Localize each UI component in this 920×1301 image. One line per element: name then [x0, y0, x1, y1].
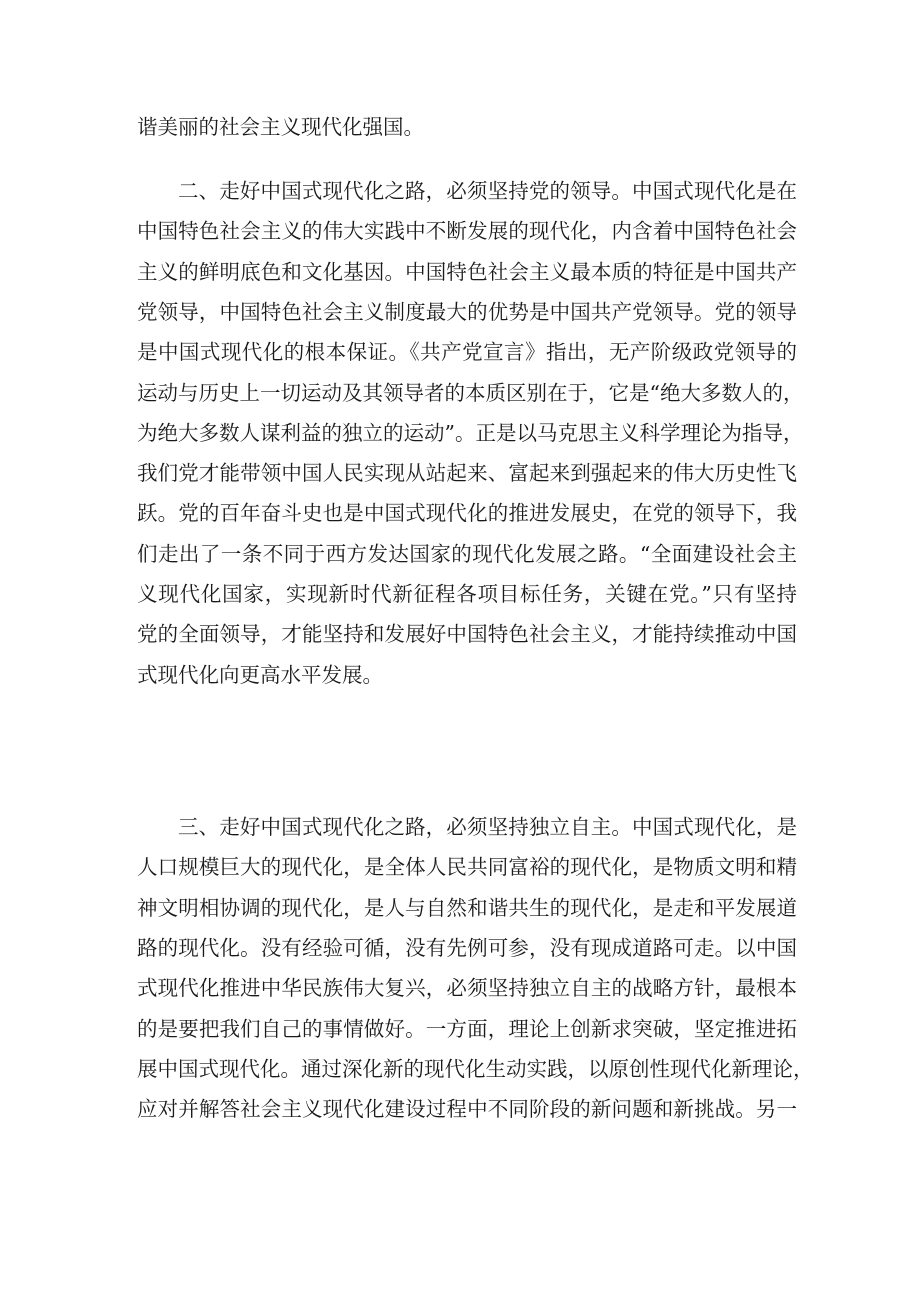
text-line: 式现代化向更高水平发展。	[137, 663, 383, 687]
text-line: 党的全面领导，才能坚持和发展好中国特色社会主义，才能持续推动中国	[137, 622, 797, 646]
text-line: 党领导，中国特色社会主义制度最大的优势是中国共产党领导。党的领导	[137, 300, 797, 324]
text-line: 主义的鲜明底色和文化基因。中国特色社会主义最本质的特征是中国共产	[137, 260, 797, 284]
text-line: 式现代化推进中华民族伟大复兴，必须坚持独立自主的战略方针，最根本	[137, 976, 797, 1000]
text-line: 神文明相协调的现代化，是人与自然和谐共生的现代化，是走和平发展道	[137, 896, 797, 920]
text-line: 为绝大多数人谋利益的独立的运动”。正是以马克思主义科学理论为指导，	[137, 421, 804, 445]
text-line: 展中国式现代化。通过深化新的现代化生动实践，以原创性现代化新理论，	[137, 1057, 814, 1081]
text-line: 中国特色社会主义的伟大实践中不断发展的现代化，内含着中国特色社会	[137, 219, 797, 243]
text-line: 我们党才能带领中国人民实现从站起来、富起来到强起来的伟大历史性飞	[137, 461, 797, 485]
text-line: 二、走好中国式现代化之路，必须坚持党的领导。中国式现代化是在	[178, 179, 797, 203]
text-line: 谐美丽的社会主义现代化强国。	[137, 115, 424, 139]
text-line: 是中国式现代化的根本保证。《共产党宣言》指出，无产阶级政党领导的	[137, 340, 797, 364]
text-line: 路的现代化。没有经验可循，没有先例可参，没有现成道路可走。以中国	[137, 936, 797, 960]
text-line: 的是要把我们自己的事情做好。一方面，理论上创新求突破，坚定推进拓	[137, 1017, 797, 1041]
text-line: 人口规模巨大的现代化，是全体人民共同富裕的现代化，是物质文明和精	[137, 855, 797, 879]
text-line: 三、走好中国式现代化之路，必须坚持独立自主。中国式现代化，是	[178, 815, 797, 839]
text-line: 运动与历史上一切运动及其领导者的本质区别在于，它是“绝大多数人的，	[137, 381, 804, 405]
text-line: 义现代化国家，实现新时代新征程各项目标任务，关键在党。”只有坚持	[137, 582, 797, 606]
text-line: 跃。党的百年奋斗史也是中国式现代化的推进发展史，在党的领导下，我	[137, 501, 797, 525]
text-line: 应对并解答社会主义现代化建设过程中不同阶段的新问题和新挑战。另一	[137, 1097, 797, 1121]
text-line: 们走出了一条不同于西方发达国家的现代化发展之路。“全面建设社会主	[137, 542, 797, 566]
